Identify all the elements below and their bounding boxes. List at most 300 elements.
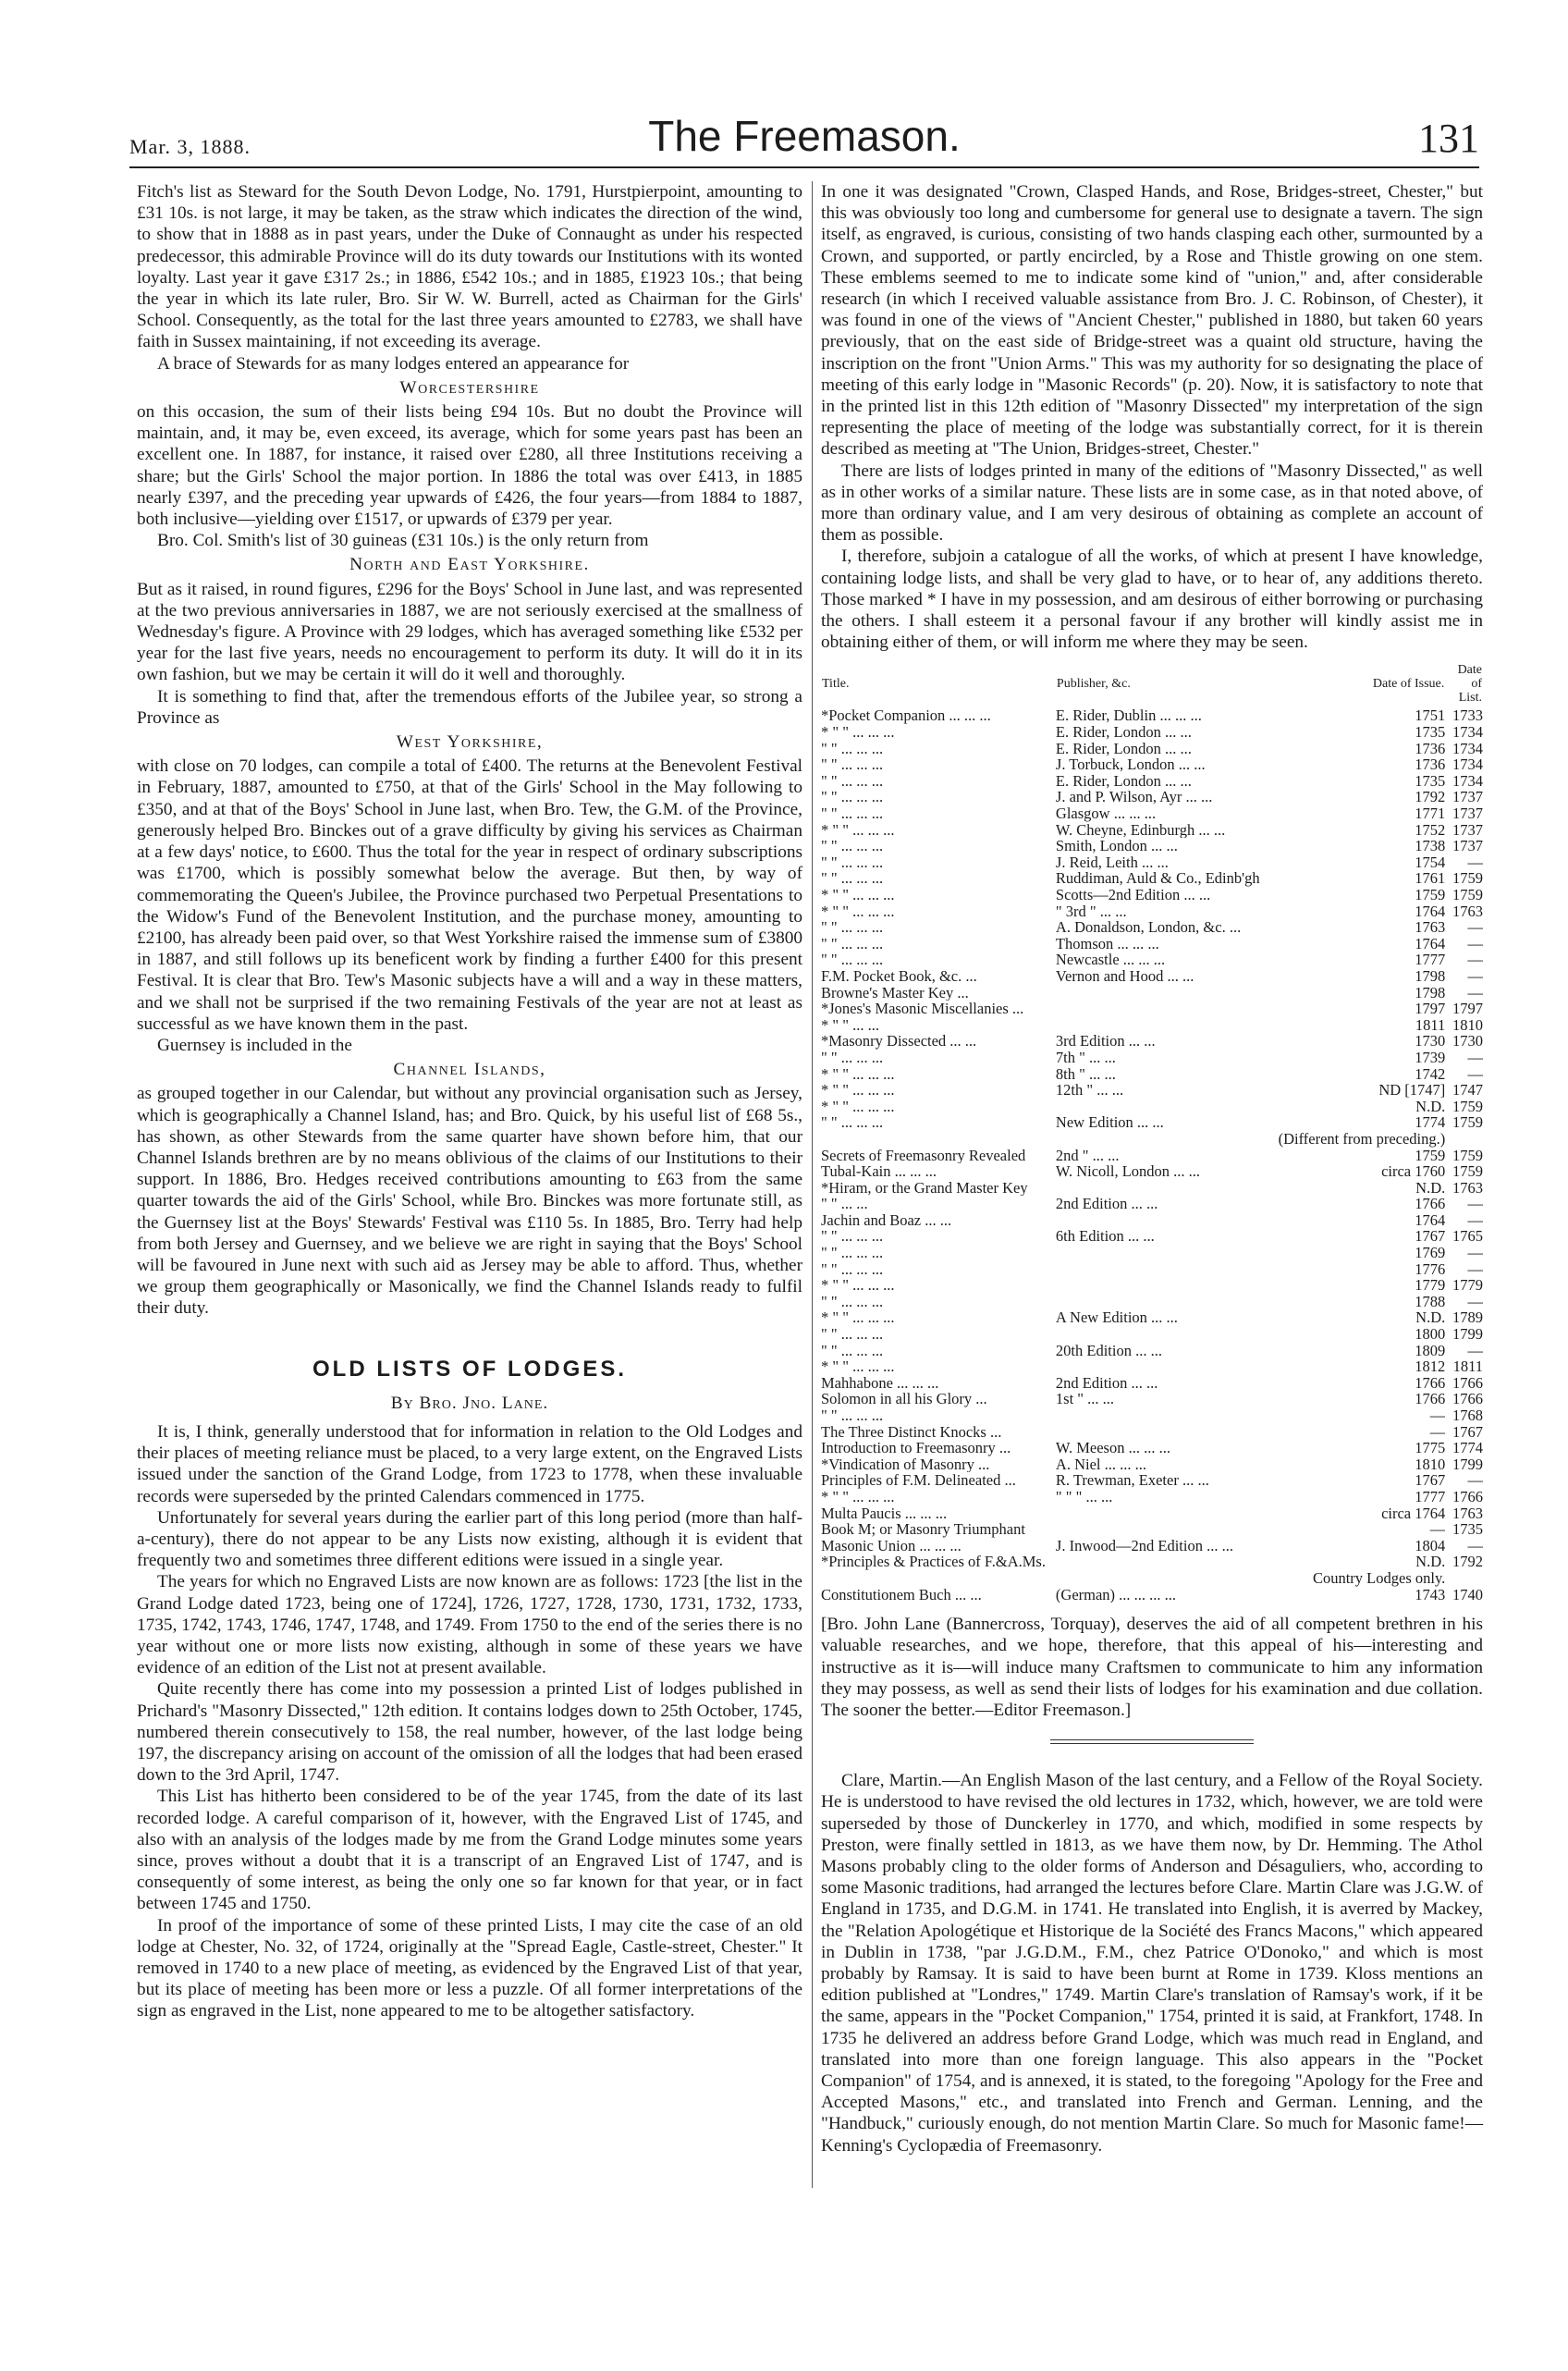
cell-date-issue: 1759: [1415, 1147, 1446, 1164]
cell-date-issue: 1797: [1415, 1001, 1446, 1017]
cell-title: " " ... ... ...: [821, 1049, 884, 1066]
table-header-row: [821, 662, 1483, 707]
cell-date-list: [1445, 1570, 1483, 1587]
cell-title: " " ... ... ...: [821, 805, 884, 822]
cell-date-issue: N.D.: [1415, 1554, 1446, 1570]
cell-title: Masonic Union ... ... ...: [821, 1537, 962, 1554]
cell-title: * " " ... ... ...: [821, 821, 895, 839]
cell-date-issue: 1810: [1415, 1456, 1446, 1473]
cell-date-list: —: [1467, 952, 1483, 968]
cell-title: * " " ... ... ...: [821, 1488, 895, 1505]
cell-title: Multa Paucis ... ... ...: [821, 1505, 948, 1522]
cell-date-issue: 1779: [1415, 1277, 1446, 1294]
cell-title: [821, 1131, 1056, 1148]
cell-date-issue: (Different from preceding.): [1278, 1130, 1446, 1148]
cell-date-issue: 1792: [1415, 789, 1446, 806]
cell-date-list: 1797: [1452, 1001, 1483, 1017]
cell-date-list: 1737: [1452, 805, 1483, 822]
cell-date-issue: 1777: [1415, 1488, 1446, 1505]
cell-date-issue: 1767: [1415, 1228, 1446, 1246]
cell-publisher: J. Inwood—2nd Edition ... ...: [1055, 1537, 1233, 1554]
ornamental-rule: [1050, 1739, 1254, 1744]
cell-date-list: 1799: [1452, 1326, 1483, 1343]
cell-title: " " ... ... ...: [821, 789, 884, 806]
table-row: [821, 919, 1483, 936]
cell-publisher: 12th " ... ...: [1055, 1082, 1124, 1099]
paragraph: It is, I think, generally understood that for information in relation to the Old Lodges and their places of meeting reliance must be placed, to a very large extent, on the Engraved Lists issued under the sanction of the Grand Lodge, from 1723 to 1778, when these invaluable records were superseded by the printed Calendars commenced in 1775.: [137, 1421, 802, 1506]
paragraph: But as it raised, in round figures, £296 for the Boys' School in June last, and was represented at the two previous anniversaries in 1887, we are not seriously exercised at the smallness of Wednesday's figure. A Province with 29 lodges, which has averaged something like £532 per year for the last five years, needs no encouragement to perform its duty. It will do it in its own fashion, but we may be certain it will do it well and thoroughly.: [137, 579, 802, 685]
table-body: [821, 707, 1483, 1603]
cell-publisher: Smith, London ... ...: [1055, 838, 1178, 854]
cell-publisher: [1056, 1407, 1279, 1424]
cell-date-list: 1763: [1452, 1505, 1483, 1522]
cell-date-issue: 1738: [1415, 838, 1446, 854]
cell-publisher: E. Rider, London ... ...: [1055, 740, 1192, 757]
cell-date-list: 1799: [1452, 1456, 1483, 1473]
cell-date-list: —: [1467, 1245, 1483, 1261]
cell-date-issue: 1776: [1415, 1260, 1446, 1278]
cell-publisher: 1st " ... ...: [1055, 1391, 1115, 1407]
cell-date-list: —: [1467, 1293, 1483, 1310]
cell-title: " " ... ... ...: [821, 1228, 884, 1246]
cell-publisher: 8th " ... ...: [1055, 1065, 1116, 1083]
section-heading: West Yorkshire,: [396, 732, 544, 753]
cell-date-issue: 1771: [1415, 805, 1446, 822]
cell-publisher: Vernon and Hood ... ...: [1055, 967, 1194, 985]
cell-date-list: —: [1467, 1537, 1483, 1554]
table-row: [821, 870, 1483, 887]
table-row: [821, 1326, 1483, 1343]
cell-date-issue: 1788: [1415, 1293, 1446, 1310]
cell-publisher: J. Torbuck, London ... ...: [1055, 756, 1206, 773]
cell-title: " " ... ... ...: [821, 1245, 884, 1261]
cell-date-issue: 1739: [1415, 1049, 1446, 1066]
cell-date-issue: 1766: [1415, 1391, 1446, 1407]
cell-publisher: E. Rider, London ... ...: [1055, 724, 1192, 741]
table-row: [821, 1424, 1483, 1441]
cell-date-list: —: [1467, 935, 1483, 952]
cell-title: *Jones's Masonic Miscellanies ...: [821, 1001, 1024, 1017]
paragraph: In one it was designated "Crown, Clasped Hands, and Rose, Bridges-street, Chester," but this was obviously too long and cumbersome for general use to designate a tavern. The sign itself, as engraved, is curious, consisting of two hands clasping each other, surmounted by a Crown, and supported, or partly encircled, by a Rose and Thistle growing on one stem. These emblems seemed to me to indicate some kind of "union," and, after considerable research (in which I received valuable assistance from Bro. J. C. Robinson, of Chester), it was found in one of the views of "Ancient Chester," published in 1880, but taken 60 years previously, that on the east side of Bridge-street was a quaint old structure, having the inscription on the front "Union Arms." This was my authority for so designating the place of meeting of this early lodge in "Masonic Records" (p. 20). Now, it is satisfactory to note that in the printed list in this 12th edition of "Masonry Dissected" my interpretation of the sign representing the place of meeting of the lodge was substantially correct, for it is therein described as meeting at "The Union, Bridges-street, Chester.": [821, 182, 1483, 460]
cell-publisher: 7th " ... ...: [1055, 1049, 1116, 1066]
table-row: [821, 1001, 1483, 1017]
cell-publisher: 3rd Edition ... ...: [1055, 1033, 1156, 1050]
paragraph: Fitch's list as Steward for the South Devon Lodge, No. 1791, Hurstpierpoint, amounting to £31 10s. is not large, it may be taken, as the straw which indicates the direction of the wind, to show that in 1888 as in past years, under the Duke of Connaught as under his respected predecessor, this admirable Province will do its duty towards our Institutions with its wonted loyalty. Last year it gave £317 2s.; in 1886, £542 10s.; and in 1885, £1923 10s.; that being the year in which its late ruler, Bro. Sir W. W. Burrell, acted as Chairman for the Girls' School. Consequently, as the total for the last three years amounted to £2783, we shall have faith in Sussex maintaining, if not exceeding its average.: [137, 182, 802, 352]
cell-title: Secrets of Freemasonry Revealed: [821, 1147, 1026, 1164]
cell-publisher: E. Rider, Dublin ... ... ...: [1055, 707, 1202, 725]
cell-date-issue: Country Lodges only.: [1312, 1569, 1446, 1587]
table-row: [821, 1538, 1483, 1554]
cell-date-issue: 1812: [1415, 1358, 1446, 1375]
cell-date-list: —: [1467, 1049, 1483, 1066]
cell-publisher: [1056, 1358, 1279, 1375]
table-row: [821, 1114, 1483, 1131]
table-row: [821, 1033, 1483, 1050]
cell-date-list: 1730: [1452, 1033, 1483, 1050]
cell-date-issue: N.D.: [1415, 1179, 1446, 1197]
cell-date-issue: 1769: [1415, 1245, 1446, 1261]
cell-date-issue: 1798: [1415, 967, 1446, 985]
cell-title: *Masonry Dissected ... ...: [821, 1033, 977, 1050]
cell-date-issue: 1743: [1415, 1586, 1446, 1603]
cell-publisher: " " " ... ...: [1055, 1488, 1113, 1505]
table-row: [821, 1180, 1483, 1197]
cell-title: " " ... ... ...: [821, 740, 884, 757]
cell-title: " " ... ... ...: [821, 1260, 884, 1278]
column-divider: [812, 181, 813, 2188]
cell-title: " " ... ... ...: [821, 772, 884, 790]
cell-publisher: [1056, 985, 1279, 1001]
cell-publisher: [1056, 1245, 1279, 1261]
cell-date-list: 1759: [1452, 887, 1483, 903]
cell-date-list: 1763: [1452, 1179, 1483, 1197]
cell-date-issue: 1764: [1415, 935, 1446, 952]
cell-publisher: A. Niel ... ... ...: [1055, 1456, 1146, 1473]
column-header-date-issue: Date of Issue.: [1372, 677, 1445, 692]
cell-date-issue: circa 1760: [1381, 1163, 1446, 1180]
cell-date-list: 1766: [1452, 1488, 1483, 1505]
table-row: [821, 1554, 1483, 1570]
cell-title: The Three Distinct Knocks ...: [821, 1423, 1002, 1441]
table-row: [821, 838, 1483, 854]
table-row: [821, 903, 1483, 920]
cell-date-issue: 1798: [1415, 984, 1446, 1001]
section-heading: Channel Islands,: [393, 1060, 546, 1080]
cell-date-list: —: [1467, 984, 1483, 1001]
table-row: [821, 854, 1483, 871]
table-row: [821, 1472, 1483, 1489]
cell-title: Mahhabone ... ... ...: [821, 1374, 939, 1392]
cell-publisher: [1056, 1212, 1279, 1229]
section-heading: North and East Yorkshire.: [349, 555, 590, 575]
table-row: [821, 1294, 1483, 1310]
paragraph: It is something to find that, after the tremendous efforts of the Jubilee year, so strong a Province as: [137, 686, 802, 728]
cell-title: " " ... ... ...: [821, 935, 884, 952]
cell-date-list: —: [1467, 1260, 1483, 1278]
paragraph: Clare, Martin.—An English Mason of the last century, and a Fellow of the Royal Society. He is understood to have revised the old lectures in 1732, which, however, we are told were superseded by those of Dunckerley in 1770, and which, modified in some respects by Preston, were finally settled in 1813, as we have them now, by Dr. Hemming. The Athol Masons probably cling to the older forms of Anderson and Désaguliers, who, according to some Masonic traditions, had arranged the lectures before Clare. Martin Clare was J.G.W. of England in 1735, and D.G.M. in 1741. He translated into English, it is averred by Mackey, the "Relation Apologétique et Historique de la Société des Francs Macons," which appeared in Dublin in 1738, "par J.G.D.M., F.M., chez Patrice O'Donoko," and which is most probably by Ramsay. It is said to have been burnt at Rome in 1739. Kloss mentions an edition published at "Londres," 1749. Martin Clare's translation of Ramsay's work, if it be the same, appears in the "Pocket Companion," 1754, printed it is said, at Frankfort, 1748. In 1735 he delivered an address before Grand Lodge, which was much read in England, and translated into more than one foreign language. This also appears in the "Pocket Companion" of 1754, and is annexed, it is stated, to the foregoing "Apology for the Free and Accepted Masons," etc., and translated into French and German. Lenning, and the "Handbuck," curiously enough, do not mention Martin Clare. So much for Masonic fame!—Kenning's Cyclopædia of Freemasonry.: [821, 1771, 1483, 2156]
cell-title: " " ... ... ...: [821, 1326, 884, 1343]
cell-date-issue: circa 1764: [1381, 1505, 1446, 1522]
page-header: [129, 112, 1479, 168]
cell-title: *Principles & Practices of F.&A.Ms.: [821, 1554, 1046, 1570]
table-row: [821, 756, 1483, 773]
cell-date-list: 1811: [1452, 1358, 1483, 1375]
cell-title: Principles of F.M. Delineated ...: [821, 1472, 1016, 1489]
table-row: [821, 789, 1483, 805]
cell-title: " " ... ... ...: [821, 1407, 884, 1424]
cell-date-issue: 1752: [1415, 821, 1446, 839]
cell-publisher: [1056, 1505, 1279, 1522]
left-column: [137, 181, 802, 2022]
paragraph: This List has hitherto been considered to be of the year 1745, from the date of its last recorded lodge. A careful comparison of it, however, with the Engraved List of 1745, and also with an analysis of the lodges made by me from the Grand Lodge minutes some years since, proves without a doubt that it is a transcript of an Engraved List of 1747, and is consequently of some interest, as being the only one so far known for that year, or in fact between 1745 and 1750.: [137, 1787, 802, 1914]
cell-date-issue: N.D.: [1415, 1309, 1446, 1327]
table-row: [821, 1456, 1483, 1473]
table-row: [821, 1570, 1483, 1587]
cell-publisher: [1056, 1261, 1279, 1278]
cell-date-issue: 1759: [1415, 887, 1446, 903]
paragraph: on this occasion, the sum of their lists being £94 10s. But no doubt the Province will maintain, and, it may be, even exceed, its average, which for some years past has been an excellent one. In 1887, for instance, it raised over £280, all three Institutions receiving a share; but the Girls' School the major portion. In 1886 the total was over £413, in 1885 nearly £397, and the preceding year upwards of £426, the four years—from 1884 to 1887, both inclusive—yielding over £1517, or upwards of £379 per year.: [137, 402, 802, 530]
table-row: [821, 1358, 1483, 1375]
cell-title: *Pocket Companion ... ... ...: [821, 707, 991, 725]
cell-publisher: R. Trewman, Exeter ... ...: [1055, 1472, 1209, 1489]
cell-publisher: [1056, 1277, 1279, 1294]
cell-title: " " ... ... ...: [821, 952, 884, 968]
right-column: [821, 181, 1483, 2156]
cell-publisher: Glasgow ... ... ...: [1055, 805, 1157, 822]
cell-title: * " " ... ... ...: [821, 887, 895, 903]
page-number: 131: [1418, 116, 1479, 161]
cell-publisher: J. and P. Wilson, Ayr ... ...: [1055, 789, 1213, 806]
cell-title: Jachin and Boaz ... ...: [821, 1211, 952, 1229]
cell-date-list: 1747: [1452, 1082, 1483, 1099]
cell-date-issue: N.D.: [1415, 1098, 1446, 1115]
cell-publisher: " 3rd " ... ...: [1055, 903, 1127, 920]
cell-publisher: [1056, 1326, 1279, 1343]
cell-date-list: 1733: [1452, 707, 1483, 725]
cell-title: * " " ... ... ...: [821, 1098, 895, 1115]
cell-date-list: 1759: [1452, 1147, 1483, 1164]
table-row: [821, 1309, 1483, 1326]
cell-date-list: 1759: [1452, 870, 1483, 887]
editor-note: [Bro. John Lane (Bannercross, Torquay), deserves the aid of all competent brethren in his valuable researches, and we hope, therefore, that this appeal of his—interesting and instructive as it is—will induce many Craftsmen to communicate to him any information they may possess, as well as send their lists of lodges for his examination and due collation. The sooner the better.—Editor Freemason.]: [821, 1615, 1483, 1720]
cell-title: * " " ... ... ...: [821, 903, 895, 920]
cell-date-list: 1792: [1452, 1554, 1483, 1570]
cell-date-list: —: [1467, 1196, 1483, 1212]
cell-title: *Vindication of Masonry ...: [821, 1456, 990, 1473]
cell-date-list: —: [1467, 967, 1483, 985]
table-row: [821, 1082, 1483, 1099]
cell-title: Solomon in all his Glory ...: [821, 1391, 987, 1407]
cell-title: Book M; or Masonry Triumphant: [821, 1521, 1025, 1538]
table-row: [821, 1163, 1483, 1180]
cell-date-issue: 1767: [1415, 1472, 1446, 1489]
article-byline: By Bro. Jno. Lane.: [390, 1393, 549, 1413]
cell-date-list: —: [1467, 1472, 1483, 1489]
article-title: OLD LISTS OF LODGES.: [312, 1356, 627, 1382]
cell-date-issue: 1774: [1415, 1114, 1446, 1131]
table-row: [821, 936, 1483, 952]
cell-date-list: 1763: [1452, 903, 1483, 920]
cell-publisher: W. Cheyne, Edinburgh ... ...: [1055, 821, 1226, 839]
cell-date-issue: 1742: [1415, 1065, 1446, 1083]
cell-date-list: 1765: [1452, 1228, 1483, 1246]
cell-date-list: 1759: [1452, 1163, 1483, 1180]
cell-date-list: 1734: [1452, 724, 1483, 741]
cell-date-issue: 1736: [1415, 756, 1446, 773]
table-row: [821, 1131, 1483, 1148]
cell-date-list: 1767: [1452, 1423, 1483, 1441]
cell-title: " " ... ... ...: [821, 870, 884, 887]
paragraph: I, therefore, subjoin a catalogue of all the works, of which at present I have knowledge, containing lodge lists, and shall be very glad to have, or to hear of, any additions thereto. Those marked * I have in my possession, and am desirous of either borrowing or purchasing the others. I shall esteem it a personal favour if any brother will kindly assist me in obtaining either of them, or will inform me where they may be seen.: [821, 547, 1483, 653]
table-row: [821, 985, 1483, 1001]
cell-title: " " ... ... ...: [821, 919, 884, 936]
paragraph: A brace of Stewards for as many lodges entered an appearance for: [157, 353, 630, 374]
paragraph: as grouped together in our Calendar, but without any provincial organisation such as Jersey, which is geographically a Channel Island, has; and Bro. Quick, by his useful list of £68 5s., has shown, as other Stewards from the same quarter have shown before him, that our Channel Islands brethren are by no means oblivious of the claims of our Institutions to their support. In 1886, Bro. Hedges received contributions amounting to £63 from the same quarter towards the aid of the Girls' School, while Bro. Binckes was more fortunate still, as the Guernsey list at the Boys' Stewards' Festival was £110 5s. In 1885, Bro. Terry had help from both Jersey and Guernsey, and we believe we are right in saying that the Boys' School will be favoured in June next with such aid as Jersey may be able to afford. Thus, whether we group them geographically or Masonically, we find the Channel Islands ready to fulfil their duty.: [137, 1084, 802, 1319]
cell-date-list: 1766: [1452, 1391, 1483, 1407]
paragraph: There are lists of lodges printed in many of the editions of "Masonry Dissected," as well as in other works of a similar nature. These lists are in some case, as in that noted above, of more than ordinary value, and I am very desirous of obtaining as complete an account of them as possible.: [821, 461, 1483, 546]
cell-date-list: 1737: [1452, 789, 1483, 806]
table-row: [821, 1017, 1483, 1034]
paragraph: Guernsey is included in the: [157, 1035, 352, 1055]
masthead-title: The Freemason.: [648, 112, 961, 160]
table-row: [821, 1050, 1483, 1066]
cell-date-issue: 1761: [1415, 870, 1446, 887]
table-row: [821, 1099, 1483, 1115]
cell-date-issue: 1735: [1415, 772, 1446, 790]
cell-publisher: [1056, 1424, 1279, 1441]
table-row: [821, 773, 1483, 790]
cell-date-issue: —: [1429, 1423, 1446, 1441]
table-row: [821, 1148, 1483, 1164]
cell-publisher: [1056, 1554, 1279, 1570]
cell-date-issue: ND [1747]: [1378, 1082, 1446, 1099]
cell-date-issue: 1735: [1415, 724, 1446, 741]
table-row: [821, 1521, 1483, 1538]
cell-publisher: W. Meeson ... ... ...: [1055, 1440, 1170, 1456]
cell-publisher: E. Rider, London ... ...: [1055, 772, 1192, 790]
cell-date-issue: 1764: [1415, 1211, 1446, 1229]
cell-publisher: [1056, 1570, 1279, 1587]
table-row: [821, 1066, 1483, 1083]
cell-publisher: J. Reid, Leith ... ...: [1055, 854, 1169, 871]
table-row: [821, 1196, 1483, 1212]
cell-date-issue: 1763: [1415, 919, 1446, 936]
paragraph: The years for which no Engraved Lists are now known are as follows: 1723 [the list in the Grand Lodge dated 1723, being one of 1724], 1726, 1727, 1728, 1730, 1731, 1732, 1733, 1735, 1742, 1743, 1746, 1747, 1748, and 1749. From 1750 to the end of the series there is no year without one or more lists now existing, although in some of these years we have evidence of an edition of the List not at present available.: [137, 1572, 802, 1678]
issue-date: Mar. 3, 1888.: [129, 135, 251, 158]
cell-title: " " ... ... ...: [821, 756, 884, 773]
cell-title: " " ... ... ...: [821, 838, 884, 854]
cell-date-list: 1759: [1452, 1098, 1483, 1115]
cell-date-list: [1445, 1131, 1483, 1148]
cell-title: " " ... ... ...: [821, 1114, 884, 1131]
table-row: [821, 1587, 1483, 1603]
cell-title: " " ... ... ...: [821, 854, 884, 871]
table-row: [821, 1245, 1483, 1261]
cell-title: " " ... ... ...: [821, 1342, 884, 1359]
cell-publisher: Thomson ... ... ...: [1055, 935, 1159, 952]
cell-date-list: 1759: [1452, 1114, 1483, 1131]
cell-publisher: New Edition ... ...: [1055, 1114, 1164, 1131]
cell-date-list: 1734: [1452, 772, 1483, 790]
cell-publisher: [1056, 1001, 1279, 1017]
cell-date-list: —: [1467, 854, 1483, 871]
cell-date-list: 1737: [1452, 821, 1483, 839]
cell-publisher: Scotts—2nd Edition ... ...: [1055, 887, 1211, 903]
cell-date-list: 1735: [1452, 1521, 1483, 1538]
table-row: [821, 805, 1483, 822]
column-header-date-list: Date of List.: [1457, 663, 1482, 706]
table-row: [821, 1391, 1483, 1407]
section-heading: Worcestershire: [399, 377, 540, 398]
cell-publisher: Newcastle ... ... ...: [1055, 952, 1166, 968]
cell-date-list: 1734: [1452, 740, 1483, 757]
cell-date-issue: 1751: [1415, 707, 1446, 725]
cell-title: *Hiram, or the Grand Master Key: [821, 1179, 1028, 1197]
table-row: [821, 1375, 1483, 1392]
table-row: [821, 1489, 1483, 1505]
table-row: [821, 724, 1483, 741]
table-row: [821, 1407, 1483, 1424]
cell-publisher: A. Donaldson, London, &c. ...: [1055, 919, 1242, 936]
cell-date-issue: 1754: [1415, 854, 1446, 871]
table-row: [821, 968, 1483, 985]
cell-title: Tubal-Kain ... ... ...: [821, 1163, 937, 1180]
cell-date-list: —: [1467, 1065, 1483, 1083]
cell-publisher: 2nd Edition ... ...: [1055, 1196, 1158, 1212]
cell-date-issue: 1764: [1415, 903, 1446, 920]
table-row: [821, 1261, 1483, 1278]
cell-title: * " " ... ... ...: [821, 1309, 895, 1327]
cell-title: * " " ... ... ...: [821, 1065, 895, 1083]
cell-date-issue: 1811: [1415, 1016, 1446, 1034]
paragraph: Quite recently there has come into my possession a printed List of lodges published in Prichard's "Masonry Dissected," 12th edition. It contains lodges down to 25th October, 1745, numbered therein consecutively to 158, the real number, however, of the last lodge being 197, the discrepancy arising on account of the omission of all the lodges that had been erased down to the 3rd April, 1747.: [137, 1679, 802, 1786]
column-header-publisher: Publisher, &c.: [1056, 677, 1131, 692]
table-row: [821, 741, 1483, 757]
cell-date-list: 1779: [1452, 1277, 1483, 1294]
cell-publisher: [1056, 1521, 1279, 1538]
cell-date-list: 1734: [1452, 756, 1483, 773]
cell-title: [821, 1570, 1056, 1587]
cell-title: * " " ... ...: [821, 1016, 879, 1034]
table-row: [821, 1212, 1483, 1229]
cell-date-issue: 1766: [1415, 1196, 1446, 1212]
table-row: [821, 822, 1483, 839]
cell-date-list: 1737: [1452, 838, 1483, 854]
cell-publisher: 20th Edition ... ...: [1055, 1342, 1162, 1359]
cell-publisher: A New Edition ... ...: [1055, 1309, 1178, 1327]
cell-date-issue: 1775: [1415, 1440, 1446, 1456]
cell-publisher: W. Nicoll, London ... ...: [1055, 1163, 1201, 1180]
paragraph: In proof of the importance of some of these printed Lists, I may cite the case of an old lodge at Chester, No. 32, of 1724, originally at the "Spread Eagle, Castle-street, Chester." It removed in 1740 to a new place of meeting, as evidenced by the Engraved List of that year, but its place of meeting has been more or less a puzzle. Of all former interpretations of the sign as engraved in the List, none appeared to me to be altogether satisfactory.: [137, 1915, 802, 2021]
cell-date-issue: 1736: [1415, 740, 1446, 757]
paragraph: Bro. Col. Smith's list of 30 guineas (£31 10s.) is the only return from: [157, 531, 649, 551]
cell-date-list: —: [1467, 1211, 1483, 1229]
cell-publisher: Ruddiman, Auld & Co., Edinb'gh: [1055, 870, 1260, 887]
table-row: [821, 707, 1483, 724]
paragraph: Unfortunately for several years during the earlier part of this long period (more than half-a-century), there do not appear to be any Lists now existing, although it is evident that frequently two and sometimes three different editions were issued in a single year.: [137, 1507, 802, 1571]
cell-date-issue: 1804: [1415, 1537, 1446, 1554]
cell-title: * " " ... ... ...: [821, 724, 895, 741]
cell-date-issue: —: [1429, 1407, 1446, 1424]
table-row: [821, 1277, 1483, 1294]
table-row: [821, 1343, 1483, 1359]
cell-date-issue: 1809: [1415, 1342, 1446, 1359]
cell-publisher: 2nd Edition ... ...: [1055, 1374, 1158, 1392]
cell-date-list: —: [1467, 1342, 1483, 1359]
paragraph: with close on 70 lodges, can compile a total of £400. The returns at the Benevolent Festival in February, 1887, amounted to £750, at that of the Girls' School in the May following to £350, and at that of the Boys' School in June last, when Bro. Tew, the G.M. of the Province, generously helped Bro. Binckes out of a grave difficulty by giving his services as Chairman at a few days' notice, to £600. Thus the total for the year in respect of ordinary subscriptions was £1700, which is possibly somewhat below the average. But then, by way of commemorating the Queen's Jubilee, the Province purchased two Perpetual Presentations to the Widow's Fund of the Benevolent Institution, and the purchase money, amounting to £2100, has already been paid over, so that West Yorkshire raised the immense sum of £3800 in 1887, and still follows up its beneficent work by finding a further £400 for this present Festival. It is clear that Bro. Tew's Masonic subjects have a will and a way in these matters, and we shall not be surprised if the two remaining Festivals of the year are not at least as successful as we have known them in the past.: [137, 756, 802, 1034]
cell-date-issue: 1766: [1415, 1374, 1446, 1392]
cell-title: Constitutionem Buch ... ...: [821, 1586, 982, 1603]
cell-publisher: [1056, 1099, 1279, 1115]
cell-publisher: (German) ... ... ... ...: [1055, 1586, 1177, 1603]
cell-publisher: [1056, 1180, 1279, 1197]
cell-title: Introduction to Freemasonry ...: [821, 1440, 1011, 1456]
cell-date-issue: 1800: [1415, 1326, 1446, 1343]
table-row: [821, 887, 1483, 903]
table-row: [821, 1440, 1483, 1456]
cell-publisher: 6th Edition ... ...: [1055, 1228, 1155, 1246]
cell-date-list: 1740: [1452, 1586, 1483, 1603]
table-row: [821, 1228, 1483, 1245]
cell-title: F.M. Pocket Book, &c. ...: [821, 967, 977, 985]
cell-title: " " ... ...: [821, 1196, 868, 1212]
cell-title: * " " ... ... ...: [821, 1277, 895, 1294]
cell-date-list: 1789: [1452, 1309, 1483, 1327]
table-row: [821, 952, 1483, 968]
table-row: [821, 1505, 1483, 1522]
column-header-title: Title.: [822, 677, 850, 692]
cell-date-list: —: [1467, 919, 1483, 936]
